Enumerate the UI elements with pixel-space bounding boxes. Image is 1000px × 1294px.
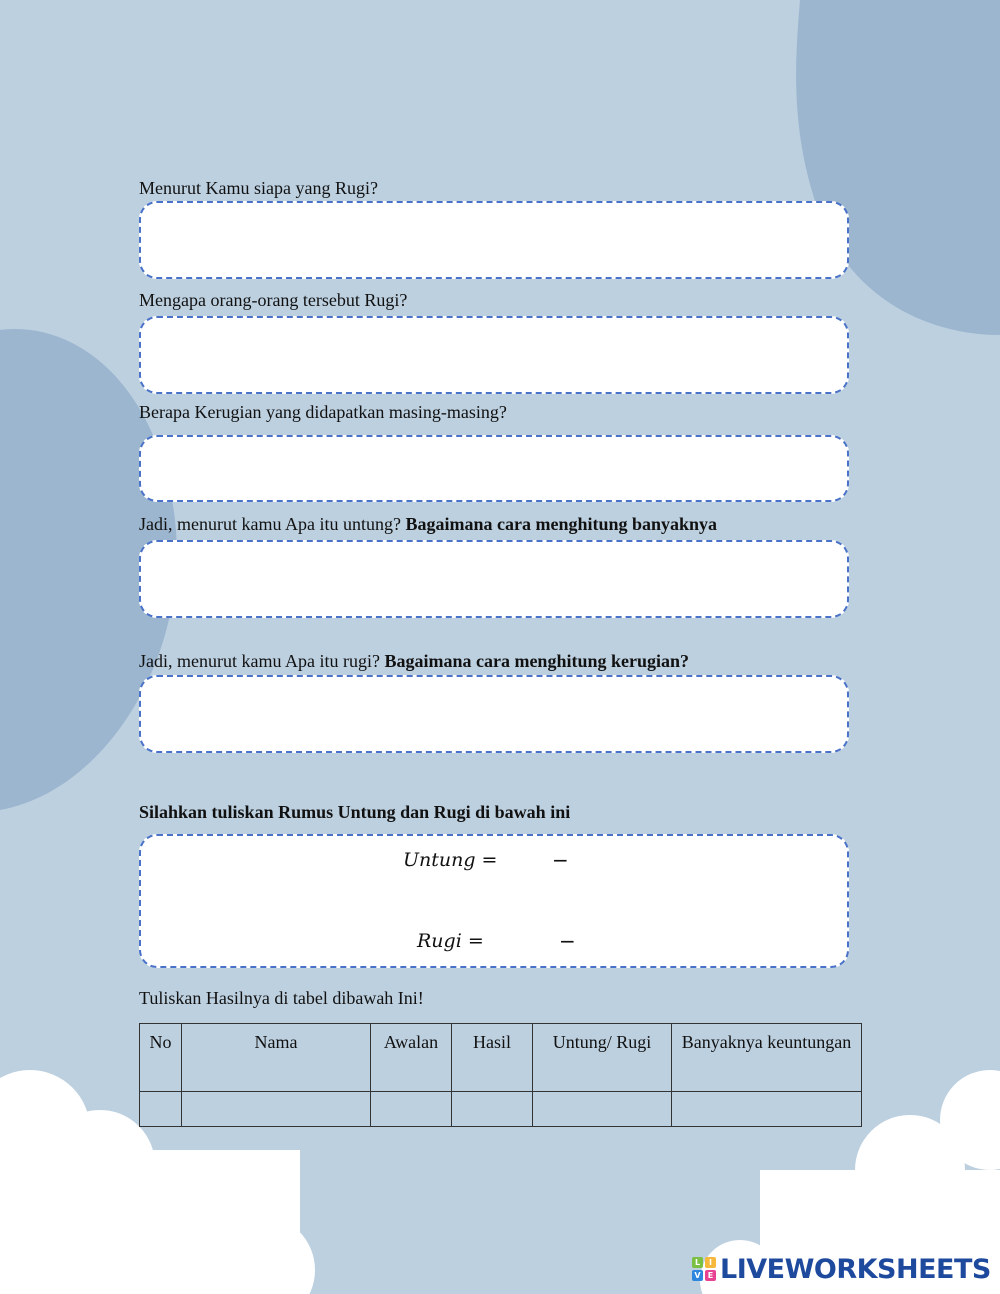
formula-heading: Silahkan tuliskan Rumus Untung dan Rugi di bawah ini <box>139 802 571 822</box>
rugi-first-term-input[interactable] <box>491 929 556 955</box>
question-1: Menurut Kamu siapa yang Rugi? <box>139 178 378 198</box>
cell-nama[interactable] <box>182 1092 371 1127</box>
answer-box-3[interactable] <box>139 435 849 502</box>
cell-untung-rugi[interactable] <box>533 1092 672 1127</box>
rugi-second-term-input[interactable] <box>581 929 711 955</box>
cell-no[interactable] <box>140 1092 182 1127</box>
col-untung-rugi: Untung/ Rugi <box>533 1024 672 1092</box>
logo-letter-v: V <box>692 1270 703 1281</box>
answer-input-1[interactable] <box>141 203 847 277</box>
answer-input-3[interactable] <box>141 437 847 500</box>
col-hasil: Hasil <box>452 1024 533 1092</box>
question-4 <box>139 514 859 534</box>
untung-formula-label: Untung = <box>403 849 498 871</box>
answer-box-4[interactable] <box>139 540 849 618</box>
col-banyaknya-keuntungan: Banyaknya keuntungan <box>672 1024 862 1092</box>
question-4-bold-text: Bagaimana cara menghitung banyaknya <box>405 514 718 534</box>
result-table <box>139 1023 862 1127</box>
col-no: No <box>140 1024 182 1092</box>
question-5-bold-text: Bagaimana cara menghitung kerugian? <box>384 651 689 671</box>
cell-awalan[interactable] <box>371 1092 452 1127</box>
answer-input-2[interactable] <box>141 318 847 392</box>
col-nama: Nama <box>182 1024 371 1092</box>
answer-box-2[interactable] <box>139 316 849 394</box>
logo-text: LIVEWORKSHEETS <box>720 1253 991 1285</box>
question-2: Mengapa orang-orang tersebut Rugi? <box>139 290 408 310</box>
cell-hasil[interactable] <box>452 1092 533 1127</box>
cell-banyaknya-keuntungan[interactable] <box>672 1092 862 1127</box>
table-row <box>140 1092 862 1127</box>
table-instruction: Tuliskan Hasilnya di tabel dibawah Ini! <box>139 988 424 1008</box>
answer-input-5[interactable] <box>141 677 847 751</box>
untung-minus-sign: − <box>552 848 569 872</box>
question-5-text: Jadi, menurut kamu Apa itu rugi? <box>139 651 385 671</box>
col-awalan: Awalan <box>371 1024 452 1092</box>
question-3: Berapa Kerugian yang didapatkan masing-masing? <box>139 402 507 422</box>
answer-box-1[interactable] <box>139 201 849 279</box>
untung-first-term-input[interactable] <box>503 848 548 874</box>
answer-box-5[interactable] <box>139 675 849 753</box>
table-header-row <box>140 1024 862 1092</box>
logo-letter-l: L <box>692 1257 703 1268</box>
logo-letter-i: I <box>705 1257 716 1268</box>
rugi-formula-label: Rugi = <box>417 930 484 952</box>
liveworksheets-logo <box>692 1254 991 1284</box>
untung-second-term-input[interactable] <box>573 848 703 874</box>
logo-icon <box>692 1257 716 1281</box>
question-4-text: Jadi, menurut kamu Apa itu untung? <box>139 514 406 534</box>
formula-box <box>139 834 849 968</box>
answer-input-4[interactable] <box>141 542 847 616</box>
question-5 <box>139 651 859 671</box>
rugi-minus-sign: − <box>559 929 576 953</box>
logo-letter-e: E <box>705 1270 716 1281</box>
